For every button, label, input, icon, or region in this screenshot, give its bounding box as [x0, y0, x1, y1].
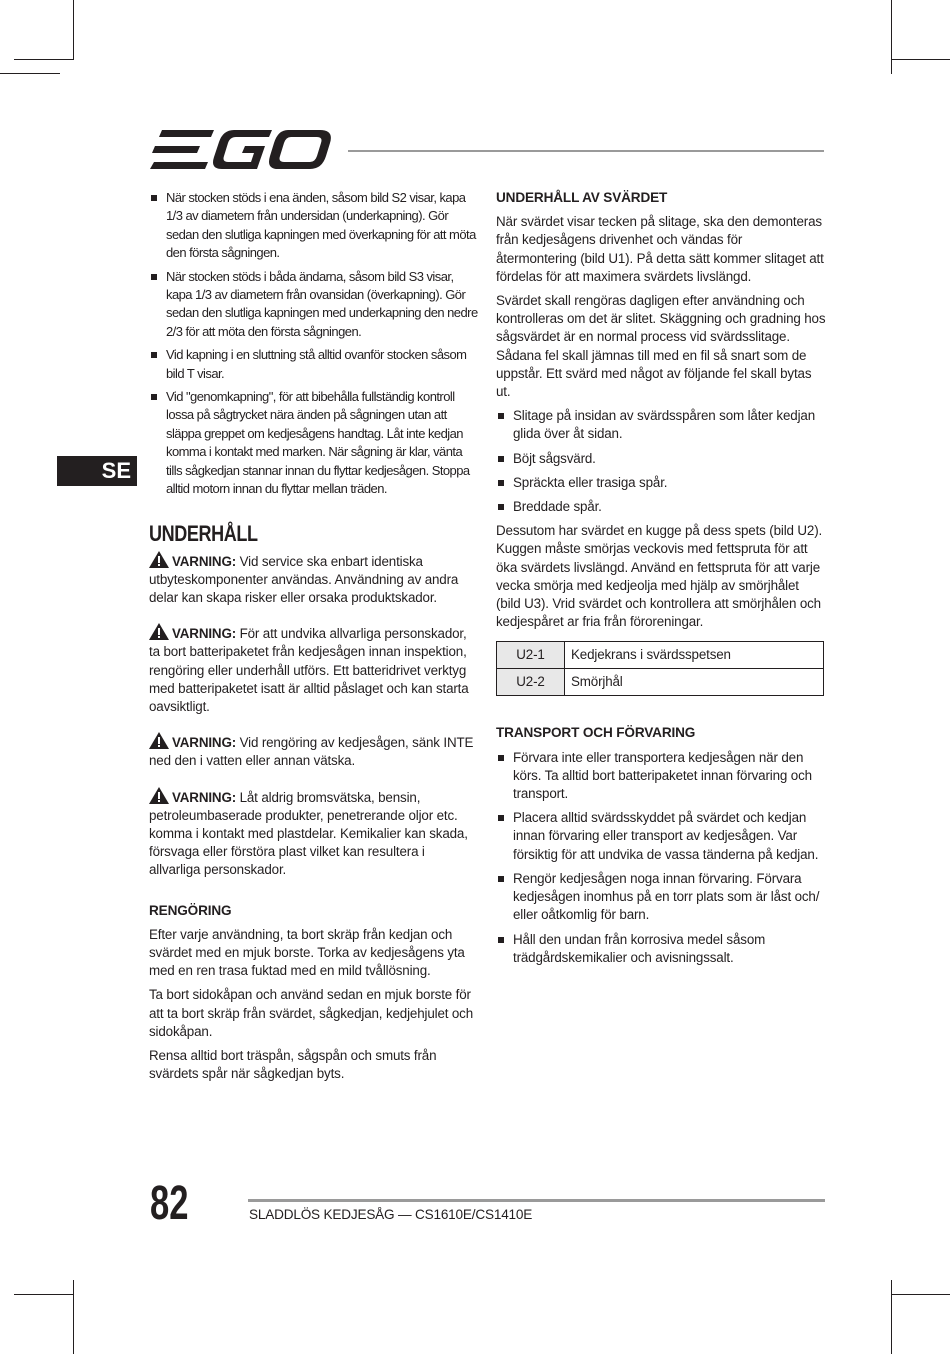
parts-table — [496, 641, 824, 696]
warning-text: Vid service ska enbart identiska utbyteskomponenter användas. Användning av andra delar kan skapa risker eller orsaka produktskador. — [149, 553, 459, 605]
paragraph: Efter varje användning, ta bort skräp från kedjan och svärdet med en mjuk borste. Torka av kedjesågens yta med en ren trasa fuktad med en mild tvållösning. — [149, 926, 465, 979]
bar-defects-list — [496, 407, 826, 516]
ego-logo — [150, 130, 332, 175]
warning-icon — [149, 732, 169, 749]
list-item: Böjt sågsvärd. — [496, 450, 826, 468]
list-item: Slitage på insidan av svärdsspåren som låter kedjan glida över åt sidan. — [496, 407, 826, 443]
warning-block — [149, 551, 479, 608]
crop-mark — [891, 0, 892, 74]
list-item: Vid "genomkapning", för att bibehålla fullständig kontroll lossa på sågtrycket nära änden på sågningen utan att släppa greppet om kedjesågens handtag. Låt inte kedjan komma i kontakt med marken. När sågning är klar, vänta tills sågkedjan stannar innan du flyttar kedjesågen. Stoppa alltid motorn innan du flyttar mellan träden. — [149, 388, 479, 498]
language-tab: SE — [57, 456, 137, 486]
list-item: Håll den undan från korrosiva medel såsom trädgårdskemikalier och avisningssalt. — [496, 931, 826, 967]
warning-text: Vid rengöring av kedjesågen, sänk INTE ned den i vatten eller annan vätska. — [149, 735, 474, 769]
warning-text: För att undvika allvarliga personskador, ta bort batteripaketet från kedjesågen innan inspektion, rengöring eller underhåll utförs. Ett batteridrivet verktyg med batteripaketet isatt är alltid påslaget och kan starta oavsiktligt. — [149, 626, 469, 714]
list-item: Spräckta eller trasiga spår. — [496, 474, 826, 492]
warning-block — [149, 732, 479, 770]
right-column — [496, 189, 826, 973]
cleaning-heading: RENGÖRING — [149, 902, 232, 918]
list-item: När stocken stöds i ena änden, såsom bild S2 visar, kapa 1/3 av diametern från undersidan (underkapning). Gör sedan den slutliga kapningen med överkapning för att möta den första sågningen. — [149, 189, 479, 263]
warning-icon — [149, 551, 169, 568]
crop-mark — [73, 0, 74, 60]
table-cell-code: U2-1 — [497, 642, 565, 669]
crop-mark — [14, 1294, 74, 1295]
transport-heading: TRANSPORT OCH FÖRVARING — [496, 725, 696, 741]
list-item: När stocken stöds i båda ändarna, såsom bild S3 visar, kapa 1/3 av diametern från ovansidan (överkapning). Gör sedan den slutliga kapningen med underkapning den nedre 2/3 för att möta den första sågningen. — [149, 268, 479, 342]
paragraph: Rensa alltid bort träspån, sågspån och smuts från svärdets spår när sågkedjan byts. — [149, 1047, 437, 1082]
page-number: 82 — [150, 1177, 189, 1230]
crop-mark — [73, 1280, 74, 1354]
list-item: Förvara inte eller transportera kedjesågen när den körs. Ta alltid bort batteripaketet innan förvaring och transport. — [496, 749, 826, 804]
warning-label: VARNING: — [172, 735, 237, 751]
footer-rule — [248, 1199, 825, 1202]
warning-label: VARNING: — [172, 626, 237, 642]
warning-label: VARNING: — [172, 789, 237, 805]
list-item: Vid kapning i en sluttning stå alltid ovanför stocken såsom bild T visar. — [149, 346, 479, 383]
list-item: Placera alltid svärdsskyddet på svärdet och kedjan innan förvaring eller transport av kedjesågen. Var försiktig för att undvika de vassa tänderna på kedjan. — [496, 809, 826, 864]
warning-block — [149, 787, 479, 880]
header-rule — [348, 150, 824, 152]
warning-label: VARNING: — [172, 553, 237, 569]
bar-maintenance-heading: UNDERHÅLL AV SVÄRDET — [496, 190, 668, 205]
table-cell-desc: Kedjekrans i svärdsspetsen — [565, 642, 824, 669]
crop-mark — [891, 1280, 892, 1354]
warning-icon — [149, 623, 169, 640]
crop-mark — [14, 59, 74, 60]
crop-mark — [0, 73, 60, 74]
left-column — [149, 189, 479, 1089]
crop-mark — [891, 1294, 950, 1295]
crop-mark — [891, 59, 950, 60]
table-row — [497, 642, 824, 669]
list-item: Rengör kedjesågen noga innan förvaring. Förvara kedjesågen inomhus på en torr plats som är låst och/ eller oåtkomlig för barn. — [496, 870, 826, 925]
warning-text: Låt aldrig bromsvätska, bensin, petroleumbaserade produkter, penetrerande oljor etc. komma i kontakt med plastdelar. Kemikalier kan skada, försvaga eller förstöra plast vilket kan resultera i allvarliga personskador. — [149, 789, 468, 878]
cutting-bullet-list — [149, 189, 479, 499]
transport-list — [496, 749, 826, 967]
table-cell-code: U2-2 — [497, 669, 565, 696]
section-title: UNDERHÅLL — [149, 520, 258, 546]
warning-block — [149, 623, 479, 716]
footer-title: SLADDLÖS KEDJESÅG — CS1610E/CS1410E — [249, 1207, 533, 1222]
paragraph: När svärdet visar tecken på slitage, ska den demonteras från kedjesågens drivenhet och vändas för återmontering (bild U1). På detta sätt kommer slitaget att fördelas för att maximera svärdets livslängd. — [496, 214, 824, 284]
table-row — [497, 669, 824, 696]
paragraph: Dessutom har svärdet en kugge på dess spets (bild U2). Kuggen måste smörjas veckovis med fettspruta för att öka svärdets livslängd. Använd en fettspruta för att varje vecka smörja med kedjeolja med hjälp av smörjhålet (bild U3). Vrid svärdet och kontrollera att smörjhålen och kedjespåret ar fria från föroreningar. — [496, 523, 823, 630]
list-item: Breddade spår. — [496, 498, 826, 516]
paragraph: Ta bort sidokåpan och använd sedan en mjuk borste för att ta bort skräp från svärdet, sågkedjan, kedjehjulet och sidokåpan. — [149, 987, 474, 1039]
table-cell-desc: Smörjhål — [565, 669, 824, 696]
warning-icon — [149, 787, 169, 804]
paragraph: Svärdet skall rengöras dagligen efter användning och kontrolleras om det är slitet. Skäggning och gradning hos sågsvärdet är en normal process vid svärdsslitage. Sådana fel skall jämnas till med en fil så snart som de uppstår. Ett svärd med något av följande fel skall bytas ut. — [496, 293, 826, 400]
